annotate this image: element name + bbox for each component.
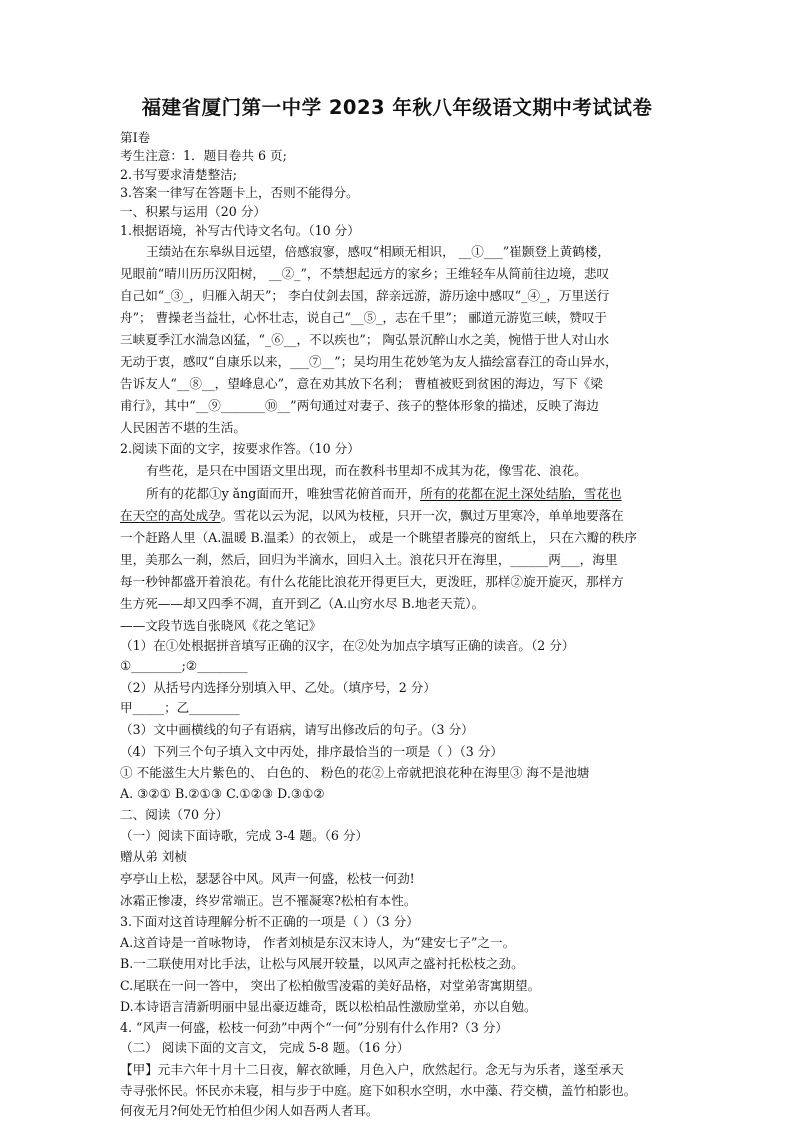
text-line: ① 不能滋生大片紫色的、 白色的、 粉色的花②上帝就把浪花种在海里③ 海不是池塘: [120, 765, 590, 780]
text-line: 告诉友人“__⑧__，望峰息心”，意在劝其放下名利； 曹植被贬到贫困的海边，写下《梁: [120, 376, 603, 391]
text-line: （3）文中画横线的句子有语病，请写出修改后的句子。（3 分）: [120, 722, 474, 737]
text-line: （1）在①处根据拼音填写正确的汉字，在②处为加点字填写正确的读音。（2 分）: [120, 638, 575, 653]
text-line: 【甲】元丰六年十月十二日夜，解衣欲睡，月色入户，欣然起行。念无与为乐者，遂至承天: [120, 1062, 624, 1077]
question-heading: 1.根据语境，补写古代诗文名句。（10 分）: [120, 223, 360, 238]
underlined-sentence: 所有的花都在泥土深处结胎，雪花也: [420, 486, 622, 501]
text-line: 每一秒钟都盛开着浪花。有什么花能比浪花开得更巨大，更泼旺，那样②旋开旋灭，那样方: [120, 574, 624, 589]
text-line: 3.下面对这首诗理解分析不正确的一项是（ ）（3 分）: [120, 914, 419, 929]
text-line: 3.答案一律写在答题卡上，否则不能得分。: [120, 185, 359, 200]
text-line: 4. “风声一何盛，松枝一何劲”中两个“一何”分别有什么作用?（3 分）: [120, 1020, 508, 1035]
text-line: 自己如“_③_，归雁入胡天”； 李白仗剑去国，辞亲远游，游历途中感叹“_④_，万里送行: [120, 288, 610, 303]
source-line: ——文段节选自张晓风《花之笔记》: [120, 618, 322, 633]
option-d: D.本诗语言清新明丽中显出豪迈雄奇，既以松柏品性激励堂弟，亦以自勉。: [120, 999, 537, 1014]
exam-title: 福建省厦门第一中学 2023 年秋八年级语文期中考试试卷: [141, 96, 653, 119]
options-line: A. ③②① B.②①③ C.①②③ D.③①②: [120, 786, 325, 801]
option-b: B.一二联使用对比手法，让松与风展开较量，以风声之盛衬托松枝之劲。: [120, 956, 524, 971]
text-line: 考生注意：1．题目卷共 6 页;: [120, 148, 287, 163]
question-heading: 2.阅读下面的文字，按要求作答。（10 分）: [120, 441, 360, 456]
text-line: 舟”； 曹操老当益壮，心怀壮志，说自己“__⑤_，志在千里”； 郦道元游览三峡，赞叹于: [120, 310, 607, 325]
text-line: 无动于衷，感叹“自康乐以来，___⑦__”；吴均用生花妙笔为友人描绘富春江的奇山异水，: [120, 354, 618, 369]
text-line: 见眼前“晴川历历汉阳树， __②_”，不禁想起远方的家乡；王维轻车从简前往边境，悲叹: [120, 266, 610, 281]
text-line: 生方死——却又四季不凋，直开到乙（A.山穷水尽 B.地老天荒）。: [120, 596, 485, 611]
poem-title: 赠从弟 刘桢: [120, 849, 187, 864]
text-line: 寺寻张怀民。怀民亦未寝，相与步于中庭。庭下如积水空明，水中藻、荇交横，盖竹柏影也。: [120, 1083, 637, 1098]
text-line: 有些花，是只在中国语文里出现，而在教科书里却不成其为花，像雪花、浪花。: [146, 463, 587, 478]
text-line: 第Ⅰ卷: [120, 130, 151, 145]
underlined-sentence: 在天空的高处成孕: [120, 508, 221, 523]
text-line: （4）下列三个句子填入文中丙处，排序最恰当的一项是（ ）（3 分）: [120, 744, 503, 759]
text-line: 王绩站在东皋纵目远望，倍感寂寥，感叹“相顾无相识， __①___”崔颢登上黄鹤楼，: [146, 244, 610, 259]
poem-line: 冰霜正惨凄，终岁常端正。岂不罹凝寒?松柏有本性。: [120, 893, 417, 908]
text-line: 何夜无月?何处无竹柏但少闲人如吾两人者耳。: [120, 1103, 379, 1118]
text-line: 2.书写要求清楚整洁;: [120, 167, 238, 182]
text-line: [146, 484, 726, 503]
answer-line: 甲_____；乙________: [120, 700, 240, 715]
text-line: 人民困苦不堪的生活。: [120, 420, 246, 435]
option-c: C.尾联在一问一答中， 突出了松柏傲雪凌霜的美好品格，对堂弟寄寓期望。: [120, 978, 541, 993]
option-a: A.这首诗是一首咏物诗， 作者刘桢是东汉末诗人，为“建安七子”之一。: [120, 935, 516, 950]
text-segment: 所有的花都①y ǎng面而开，唯独雪花俯首而开，: [146, 486, 421, 501]
question-heading: （二） 阅读下面的文言文， 完成 5-8 题。（16 分）: [120, 1040, 410, 1055]
text-line: [120, 506, 700, 525]
text-line: 三峡夏季江水湍急凶猛，“_⑥__，不以疾也”； 陶弘景沉醉山水之美，惋惜于世人对山水: [120, 332, 610, 347]
text-line: 里，美那么一刹，然后，回归为半滴水，回归入土。浪花只开在海里，______两___，海里: [120, 552, 618, 567]
poem-line: 亭亭山上松，瑟瑟谷中风。风声一何盛，松枝一何劲!: [120, 871, 415, 886]
text-line: （2）从括号内选择分别填入甲、乙处。（填序号，2 分）: [120, 680, 436, 695]
text-segment: 。雪花以云为泥，以风为枝桠，只开一次，飘过万里寒冷，单单地要落在: [220, 508, 624, 523]
text-line: 一个赶路人里（A.温暖 B.温柔）的衣领上， 或是一个眺望者滕亮的窗纸上， 只在六瓣的秩序: [120, 530, 637, 545]
answer-line: ①________;②________: [120, 658, 248, 673]
section-heading: 一、积累与运用（20 分）: [120, 204, 266, 219]
section-heading: 二、阅读（70 分）: [120, 807, 229, 822]
text-line: 甫行》，其中“__⑨_______⑩__”两句通过对妻子、孩子的整体形象的描述，反映了海边: [120, 398, 599, 413]
question-heading: （一）阅读下面诗歌，完成 3-4 题。（6 分）: [120, 828, 369, 843]
